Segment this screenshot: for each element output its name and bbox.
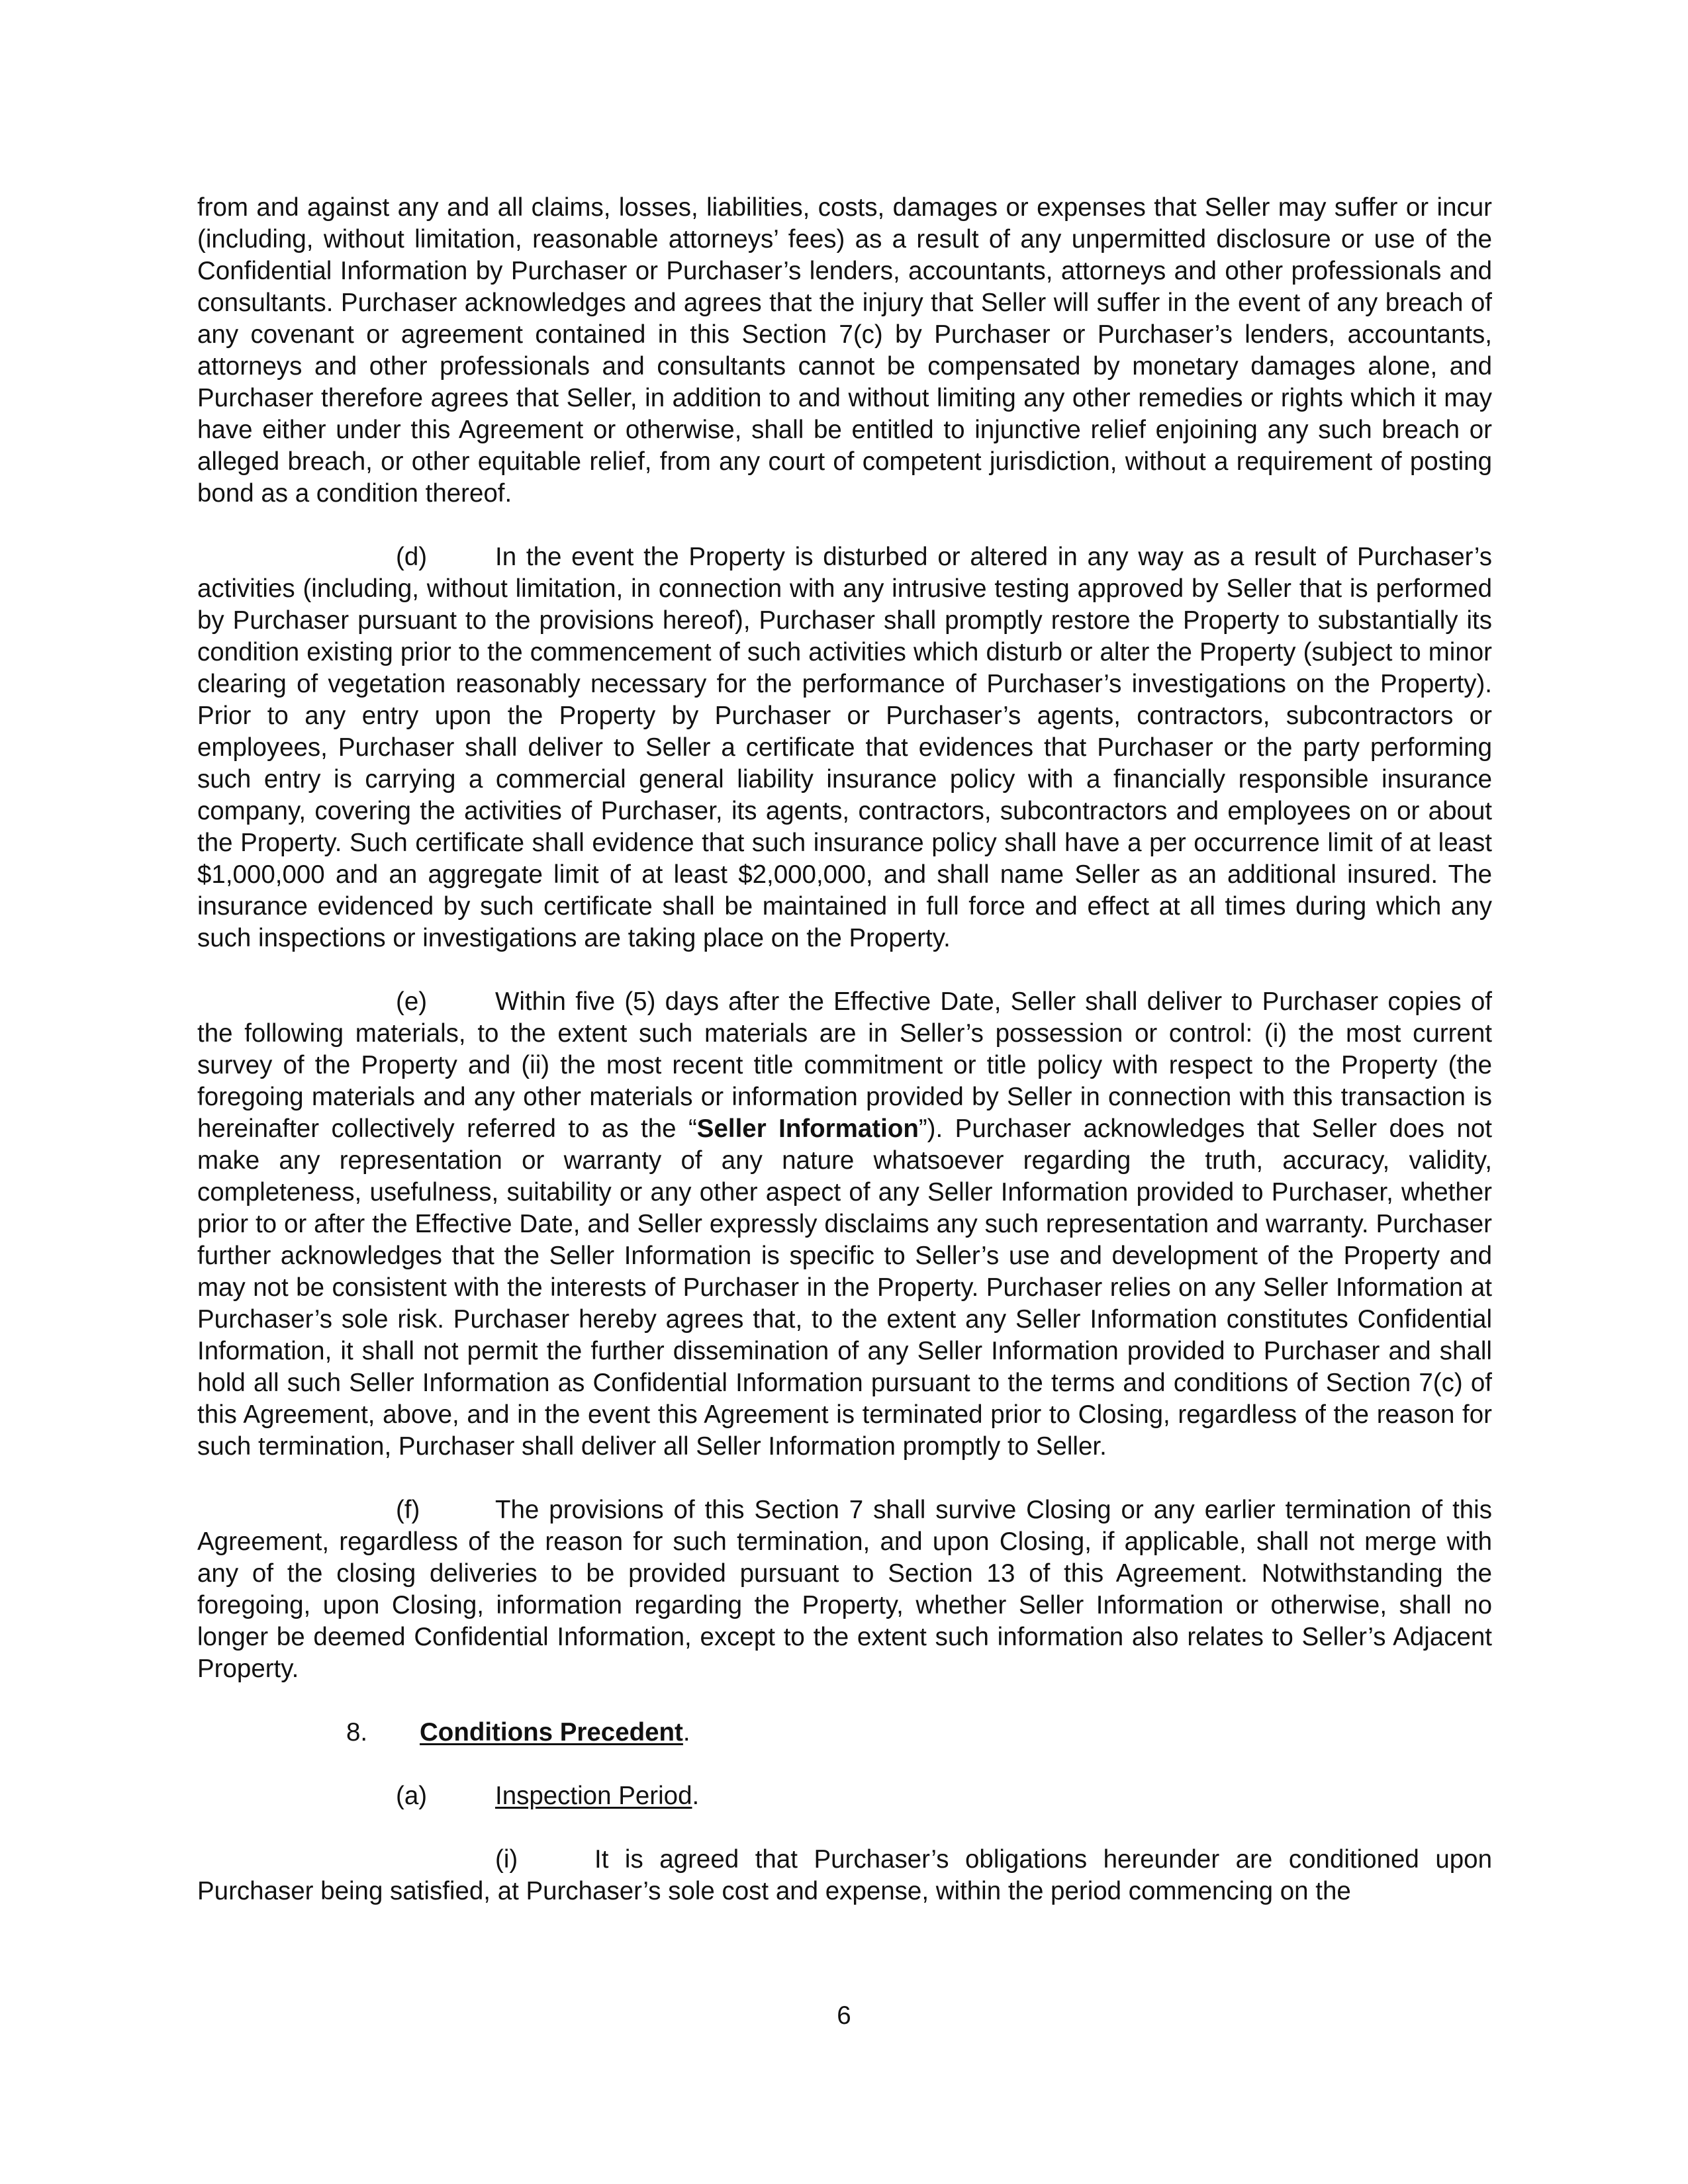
paragraph-e-text-before: Within five (5) days after the Effective Date, Seller shall deliver to Purchaser copies of the following materials, to the extent such materials are in Seller’s possession or control: (i) the most current survey of the Property and (ii) the most recent title commitment or title policy with respect to the Property (the foregoing materials and any other materials or information provided by Seller in connection with this transaction is hereinafter collectively referred to as the “: [197, 987, 1492, 1143]
item-i-text: It is agreed that Purchaser’s obligations hereunder are conditioned upon Purchaser being satisfied, at Purchaser’s sole cost and expense, within the period commencing on the: [197, 1845, 1492, 1905]
paragraph-d: [197, 541, 1492, 954]
subsection-a-heading: [197, 1780, 1492, 1812]
paragraph-d-label: (d): [396, 543, 428, 571]
paragraph-e: [197, 986, 1492, 1463]
page-number: 6: [837, 2001, 851, 2030]
section-8-number: 8.: [346, 1718, 368, 1747]
subsection-a-period: .: [692, 1782, 700, 1810]
seller-information-defined-term: Seller Information: [696, 1115, 919, 1143]
paragraph-e-text-after: ”). Purchaser acknowledges that Seller does not make any representation or warranty of any nature whatsoever regarding the truth, accuracy, validity, completeness, usefulness, suitability or any other aspect of any Seller Information provided to Purchaser, whether prior to or after the Effective Date, and Seller expressly disclaims any such representation and warranty. Purchaser further acknowledges that the Seller Information is specific to Seller’s use and development of the Property and may not be consistent with the interests of Purchaser in the Property. Purchaser relies on any Seller Information at Purchaser’s sole risk. Purchaser hereby agrees that, to the extent any Seller Information constitutes Confidential Information, it shall not permit the further dissemination of any Seller Information provided to Purchaser and shall hold all such Seller Information as Confidential Information pursuant to the terms and conditions of Section 7(c) of this Agreement, above, and in the event this Agreement is terminated prior to Closing, regardless of the reason for such termination, Purchaser shall deliver all Seller Information promptly to Seller.: [197, 1115, 1492, 1461]
item-i-paragraph: [197, 1844, 1492, 1907]
paragraph-f-text: The provisions of this Section 7 shall survive Closing or any earlier termination of this Agreement, regardless of the reason for such termination, and upon Closing, if applicable, shall not merge with any of the closing deliveries to be provided pursuant to Section 13 of this Agreement. Notwithstanding the foregoing, upon Closing, information regarding the Property, whether Seller Information or otherwise, shall no longer be deemed Confidential Information, except to the extent such information also relates to Seller’s Adjacent Property.: [197, 1496, 1492, 1683]
item-i-label: (i): [495, 1845, 518, 1874]
subsection-a-label: (a): [396, 1782, 428, 1810]
paragraph-e-label: (e): [396, 987, 428, 1016]
document-page: [197, 192, 1492, 1907]
paragraph-d-text: In the event the Property is disturbed or altered in any way as a result of Purchaser’s activities (including, without limitation, in connection with any intrusive testing approved by Seller that is performed by Purchaser pursuant to the provisions hereof), Purchaser shall promptly restore the Property to substantially its condition existing prior to the commencement of such activities which disturb or alter the Property (subject to minor clearing of vegetation reasonably necessary for the performance of Purchaser’s investigations on the Property). Prior to any entry upon the Property by Purchaser or Purchaser’s agents, contractors, subcontractors or employees, Purchaser shall deliver to Seller a certificate that evidences that Purchaser or the party performing such entry is carrying a commercial general liability insurance policy with a financially responsible insurance company, covering the activities of Purchaser, its agents, contractors, subcontractors and employees on or about the Property. Such certificate shall evidence that such insurance policy shall have a per occurrence limit of at least $1,000,000 and an aggregate limit of at least $2,000,000, and shall name Seller as an additional insured. The insurance evidenced by such certificate shall be maintained in full force and effect at all times during which any such inspections or investigations are taking place on the Property.: [197, 543, 1492, 952]
section-8-title: Conditions Precedent: [420, 1718, 683, 1747]
section-8-heading: [197, 1717, 1492, 1749]
paragraph-f: [197, 1494, 1492, 1685]
continuation-paragraph: from and against any and all claims, losses, liabilities, costs, damages or expenses that Seller may suffer or incur (including, without limitation, reasonable attorneys’ fees) as a result of any unpermitted disclosure or use of the Confidential Information by Purchaser or Purchaser’s lenders, accountants, attorneys and other professionals and consultants. Purchaser acknowledges and agrees that the injury that Seller will suffer in the event of any breach of any covenant or agreement contained in this Section 7(c) by Purchaser or Purchaser’s lenders, accountants, attorneys and other professionals and consultants cannot be compensated by monetary damages alone, and Purchaser therefore agrees that Seller, in addition to and without limiting any other remedies or rights which it may have either under this Agreement or otherwise, shall be entitled to injunctive relief enjoining any such breach or alleged breach, or other equitable relief, from any court of competent jurisdiction, without a requirement of posting bond as a condition thereof.: [197, 193, 1492, 508]
section-8-period: .: [682, 1718, 690, 1747]
paragraph-f-label: (f): [396, 1496, 420, 1524]
subsection-a-title: Inspection Period: [495, 1782, 692, 1810]
